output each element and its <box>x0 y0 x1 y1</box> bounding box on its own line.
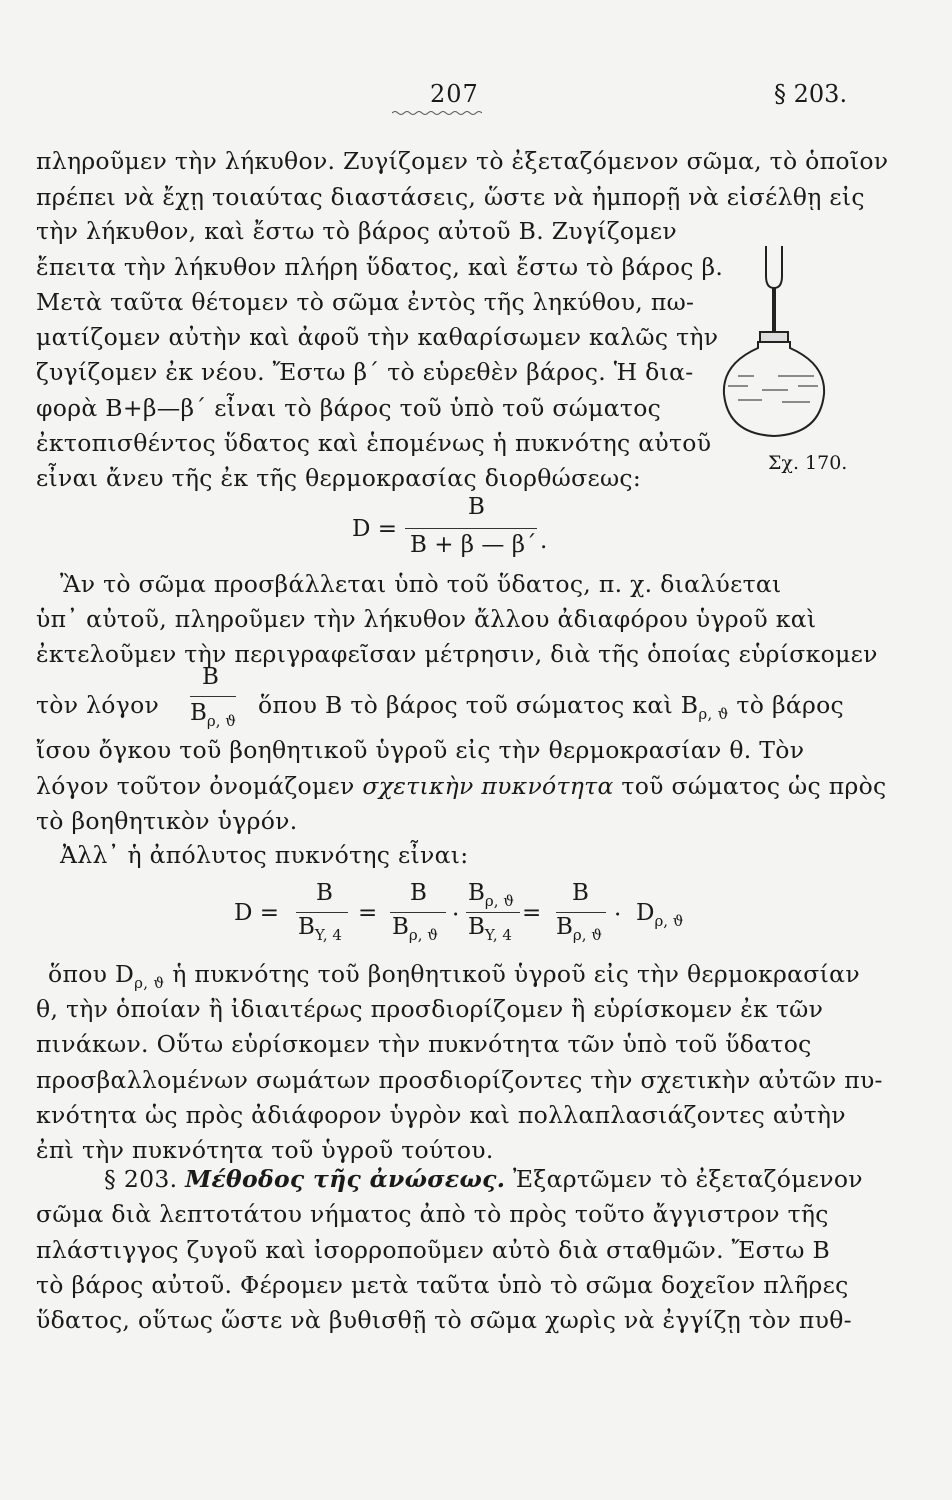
page-number: 207 <box>430 80 479 108</box>
formula2-dot: · <box>452 902 460 928</box>
text-line: πρέπει νὰ ἔχῃ τοιαύτας διαστάσεις, ὥστε νὰ ἠμπορῇ νὰ εἰσέλθῃ εἰς <box>36 183 865 211</box>
fraction-bar <box>405 528 537 529</box>
formula2-tail: $D_{\rho, ϑ}$ <box>636 900 684 930</box>
text-line: πινάκων. Οὕτω εὑρίσκομεν τὴν πυκνότητα τῶν ὑπὸ τοῦ ὕδατος <box>36 1030 812 1058</box>
formula1-denominator: B + β — β΄ <box>410 532 537 558</box>
ratio-text: ὅπου B τὸ βάρος τοῦ σώματος καὶ $B_{\rho, ϑ}$ τὸ βάρος <box>258 691 845 723</box>
formula2-eq: = <box>358 900 378 926</box>
text-line: πληροῦμεν τὴν λήκυθον. Ζυγίζομεν τὸ ἐξεταζόμενον σῶμα, τὸ ὁποῖον <box>36 147 889 175</box>
section-heading-line: § 203. Μέθοδος τῆς ἀνώσεως. Ἐξαρτῶμεν τὸ ἐξεταζόμενον <box>104 1165 863 1193</box>
text-line: ὅπου $D_{\rho, ϑ}$ ἡ πυκνότης τοῦ βοηθητικοῦ ὑγροῦ εἰς τὴν θερμοκρασίαν <box>48 960 860 992</box>
text-line: πλάστιγγος ζυγοῦ καὶ ἰσορροποῦμεν αὐτὸ διὰ σταθμῶν. Ἔστω Β <box>36 1236 831 1264</box>
text-line: ἐκτελοῦμεν τὴν περιγραφεῖσαν μέτρησιν, διὰ τῆς ὁποίας εὑρίσκομεν <box>36 640 878 668</box>
text-line: εἶναι ἄνευ τῆς ἐκ τῆς θερμοκρασίας διορθώσεως: <box>36 464 642 492</box>
ornament-wave-icon <box>392 110 482 116</box>
ratio-denominator: $B_{\rho, ϑ}$ <box>190 700 236 730</box>
text-line: ἔπειτα τὴν λήκυθον πλήρη ὕδατος, καὶ ἔστω τὸ βάρος β. <box>36 253 724 281</box>
formula2-f3-den: $B_{Y, 4}$ <box>468 914 512 944</box>
text-line: λόγον τοῦτον ὀνομάζομεν σχετικὴν πυκνότητα τοῦ σώματος ὡς πρὸς <box>36 772 887 800</box>
formula2-f2-den: $B_{\rho, ϑ}$ <box>392 914 438 944</box>
text-line: Ἀλλ᾽ ἡ ἀπόλυτος πυκνότης εἶναι: <box>60 841 469 869</box>
figure-caption: Σχ. 170. <box>768 452 848 474</box>
formula2-lhs: D = <box>234 900 280 926</box>
text-line: φορὰ Β+β—β΄ εἶναι τὸ βάρος τοῦ ὑπὸ τοῦ σώματος <box>36 394 662 422</box>
text-line: ματίζομεν αὐτὴν καὶ ἀφοῦ τὴν καθαρίσωμεν καλῶς τὴν <box>36 323 719 351</box>
formula2-f3-num: $B_{\rho, ϑ}$ <box>468 880 514 910</box>
text-line: ἴσου ὄγκου τοῦ βοηθητικοῦ ὑγροῦ εἰς τὴν θερμοκρασίαν θ. Τὸν <box>36 736 805 764</box>
fraction-bar <box>190 696 236 697</box>
formula1-numerator: B <box>468 494 485 520</box>
formula1-lhs: D = <box>352 516 398 542</box>
text-line: ὑπ᾽ αὐτοῦ, πληροῦμεν τὴν λήκυθον ἄλλου ἀδιαφόρου ὑγροῦ καὶ <box>36 605 817 633</box>
ratio-numerator: B <box>202 664 219 690</box>
fraction-bar <box>296 912 348 913</box>
formula2-dot: · <box>614 902 622 928</box>
formula2-f4-num: B <box>572 880 589 906</box>
formula1-period: . <box>540 528 548 554</box>
text-line: ἐπὶ τὴν πυκνότητα τοῦ ὑγροῦ τούτου. <box>36 1136 494 1164</box>
fraction-bar <box>466 912 520 913</box>
text-line: Μετὰ ταῦτα θέτομεν τὸ σῶμα ἐντὸς τῆς ληκύθου, πω- <box>36 288 695 316</box>
text-line: ἐκτοπισθέντος ὕδατος καὶ ἑπομένως ἡ πυκνότης αὐτοῦ <box>36 429 712 457</box>
text-line: Ἂν τὸ σῶμα προσβάλλεται ὑπὸ τοῦ ὕδατος, π. χ. διαλύεται <box>60 570 782 598</box>
fraction-bar <box>556 912 606 913</box>
text-line: ὕδατος, οὕτως ὥστε νὰ βυθισθῇ τὸ σῶμα χωρὶς νὰ ἐγγίζῃ τὸν πυθ- <box>36 1306 852 1334</box>
text-line: τὸ βάρος αὐτοῦ. Φέρομεν μετὰ ταῦτα ὑπὸ τὸ σῶμα δοχεῖον πλῆρες <box>36 1271 849 1299</box>
formula2-f4-den: $B_{\rho, ϑ}$ <box>556 914 602 944</box>
text-line: τὸ βοηθητικὸν ὑγρόν. <box>36 807 298 835</box>
section-header: § 203. <box>774 80 848 108</box>
text-line: θ, τὴν ὁποίαν ἢ ἰδιαιτέρως προσδιορίζομεν ἢ εὑρίσκομεν ἐκ τῶν <box>36 995 824 1023</box>
text-line: σῶμα διὰ λεπτοτάτου νήματος ἀπὸ τὸ πρὸς τοῦτο ἄγγιστρον τῆς <box>36 1200 829 1228</box>
text-line: προσβαλλομένων σωμάτων προσδιορίζοντες τὴν σχετικὴν αὐτῶν πυ- <box>36 1066 883 1094</box>
formula2-f2-num: B <box>410 880 427 906</box>
formula2-eq: = <box>522 900 542 926</box>
text-line: κνότητα ὡς πρὸς ἀδιάφορον ὑγρὸν καὶ πολλαπλασιάζοντες αὐτὴν <box>36 1101 846 1129</box>
formula2-f1-den: $B_{Y, 4}$ <box>298 914 342 944</box>
ratio-prefix: τὸν λόγον <box>36 691 160 719</box>
formula2-f1-num: B <box>316 880 333 906</box>
text-line: τὴν λήκυθον, καὶ ἔστω τὸ βάρος αὐτοῦ Β. Ζυγίζομεν <box>36 217 677 245</box>
lekythos-flask-illustration <box>718 236 828 446</box>
text-line: ζυγίζομεν ἐκ νέου. Ἔστω β΄ τὸ εὑρεθὲν βάρος. Ἡ δια- <box>36 358 694 386</box>
fraction-bar <box>390 912 446 913</box>
